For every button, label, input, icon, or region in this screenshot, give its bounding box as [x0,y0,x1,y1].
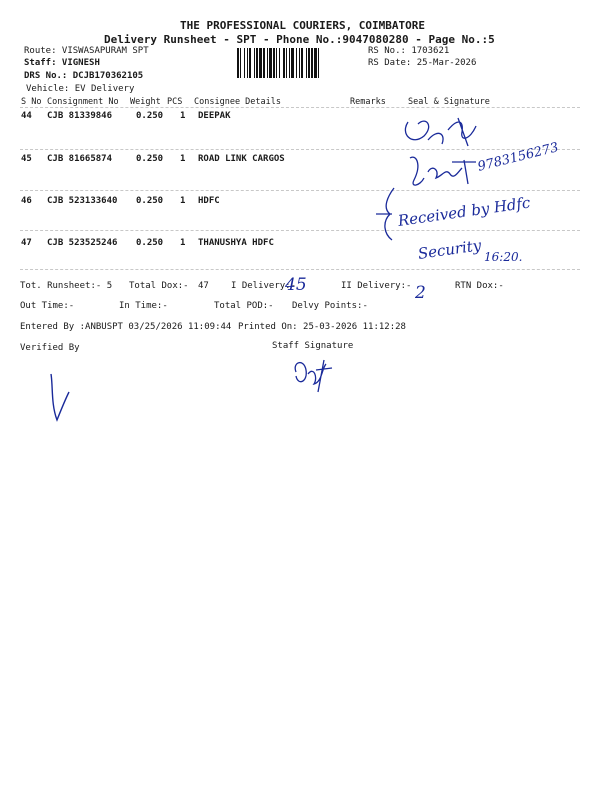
barcode-bar [301,48,303,78]
staff-signature [288,352,338,397]
row-consignee: HDFC [198,196,220,206]
runsheet-title: Delivery Runsheet - SPT - Phone No.:9047080280 - Page No.:5 [104,33,495,46]
col-header-weight: Weight [130,97,161,107]
row-weight: 0.250 [136,111,164,121]
row-sno: 46 [21,196,32,206]
row-consignment: CJB 523525246 [47,238,118,248]
row-weight: 0.250 [136,196,164,206]
row-pcs: 1 [180,196,186,206]
row-sno: 44 [21,111,32,121]
barcode-bar [308,48,310,78]
barcode-bar [314,48,317,78]
barcode-bar [263,48,265,78]
header-divider [20,107,580,108]
barcode-bar [296,48,297,78]
ii-delivery-label: II Delivery:- [341,281,412,291]
row-consignment: CJB 81665874 [47,154,113,164]
company-title: THE PROFESSIONAL COURIERS, COIMBATORE [180,19,426,32]
barcode-bar [237,48,239,78]
row-pcs: 1 [180,111,186,121]
barcode-bar [247,48,248,78]
in-time: In Time:- [119,301,168,311]
handwritten-received-line1: Received by Hdfc [396,193,532,230]
barcode-bar [244,48,245,78]
row-pcs: 1 [180,154,186,164]
i-delivery-value: 45 [285,275,307,295]
total-dox-label: Total Dox:- [129,281,189,291]
barcode-bar [291,48,294,78]
barcode-bar [299,48,300,78]
row-weight: 0.250 [136,154,164,164]
row-divider [20,230,580,231]
barcode-bar [289,48,290,78]
rs-number: RS No.: 1703621 [368,46,450,56]
vehicle-label: Vehicle: EV Delivery [26,84,135,94]
staff-label: Staff: VIGNESH [24,58,100,68]
barcode-bar [273,48,275,78]
barcode-bar [279,48,280,78]
row-sno: 45 [21,154,32,164]
out-time: Out Time:- [20,301,75,311]
staff-signature-label: Staff Signature [272,341,354,351]
col-header-remarks: Remarks [350,97,386,107]
col-header-seal: Seal & Signature [408,97,490,107]
row-pcs: 1 [180,238,186,248]
row-consignee: ROAD LINK CARGOS [198,154,285,164]
drs-number: DRS No.: DCJB170362105 [24,71,144,81]
rtn-dox: RTN Dox:- [455,281,504,291]
barcode-bar [240,48,241,78]
ii-delivery-value: 2 [415,283,426,303]
barcode-bar [306,48,307,78]
consignee-signature-roadlink [402,150,482,195]
barcode [237,48,364,78]
row-consignee: THANUSHYA HDFC [198,238,274,248]
barcode-bar [286,48,287,78]
col-header-consignment: Consignment No [47,97,119,107]
handwritten-phone: 9783156273 [476,140,561,175]
col-header-consignee: Consignee Details [194,97,281,107]
entered-by: Entered By :ANBUSPT 03/25/2026 11:09:44 [20,322,232,332]
total-pod: Total POD:- [214,301,274,311]
barcode-bar [276,48,277,78]
barcode-bar [318,48,319,78]
verified-by-label: Verified By [20,343,80,353]
i-delivery-label: I Delivery:- [231,281,297,291]
row-sno: 47 [21,238,32,248]
row-divider [20,190,580,191]
handwritten-received-line2: Security [416,236,483,263]
bracket-mark [372,184,402,244]
verifier-signature [45,370,77,428]
barcode-bar [267,48,268,78]
barcode-bar [311,48,313,78]
row-consignment: CJB 523133640 [47,196,118,206]
barcode-bar [249,48,251,78]
handwritten-received-time: 16:20. [484,250,523,264]
row-divider [20,269,580,270]
delvy-points: Delvy Points:- [292,301,368,311]
barcode-bar [254,48,255,78]
row-consignee: DEEPAK [198,111,231,121]
printed-on: Printed On: 25-03-2026 11:12:28 [238,322,406,332]
tot-runsheet: Tot. Runsheet:- 5 [20,281,113,291]
row-divider [20,149,580,150]
barcode-bar [256,48,258,78]
total-dox-value: 47 [198,281,209,291]
route-label: Route: VISWASAPURAM SPT [24,46,149,56]
barcode-bar [259,48,262,78]
row-consignment: CJB 81339846 [47,111,113,121]
col-header-pcs: PCS [167,97,183,107]
rs-date: RS Date: 25-Mar-2026 [368,58,477,68]
col-header-sno: S No [21,97,42,107]
row-weight: 0.250 [136,238,164,248]
barcode-bar [283,48,285,78]
barcode-bar [269,48,272,78]
